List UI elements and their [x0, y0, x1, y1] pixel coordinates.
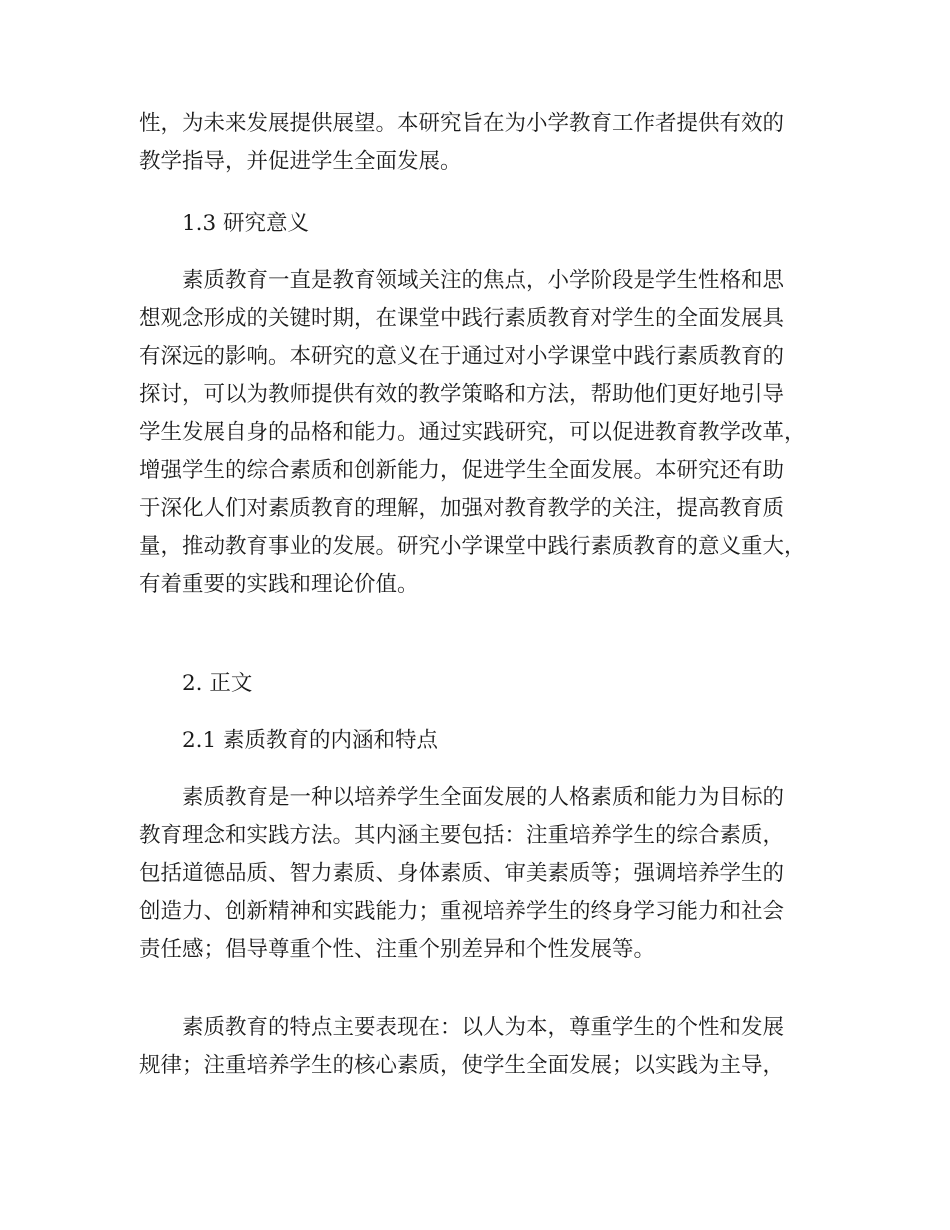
text-line: 责任感；倡导尊重个性、注重个别差异和个性发展等。 [139, 937, 656, 962]
text-line: 探讨，可以为教师提供有效的教学策略和方法，帮助他们更好地引导 [139, 382, 785, 407]
paragraph-connotation [139, 779, 829, 969]
text-line: 增强学生的综合素质和创新能力，促进学生全面发展。本研究还有助 [139, 458, 785, 483]
text-line: 规律；注重培养学生的核心素质，使学生全面发展；以实践为主导， [139, 1053, 785, 1078]
text-line: 教学指导，并促进学生全面发展。 [139, 149, 462, 174]
paragraph-research-significance [139, 262, 829, 604]
text-line: 有着重要的实践和理论价值。 [139, 572, 419, 597]
section-heading-1-3: 1.3 研究意义 [182, 211, 310, 236]
text-line: 有深远的影响。本研究的意义在于通过对小学课堂中践行素质教育的 [139, 344, 785, 369]
text-line: 教育理念和实践方法。其内涵主要包括：注重培养学生的综合素质， [139, 823, 785, 848]
paragraph-characteristics [139, 1009, 829, 1085]
text-line: 素质教育的特点主要表现在：以人为本，尊重学生的个性和发展 [182, 1015, 785, 1040]
section-heading-2-1: 2.1 素质教育的内涵和特点 [182, 728, 439, 753]
text-line: 创造力、创新精神和实践能力；重视培养学生的终身学习能力和社会 [139, 899, 785, 924]
text-line: 素质教育一直是教育领域关注的焦点，小学阶段是学生性格和思 [182, 268, 785, 293]
paragraph-continuation [139, 105, 829, 181]
text-line: 素质教育是一种以培养学生全面发展的人格素质和能力为目标的 [182, 785, 785, 810]
text-line: 学生发展自身的品格和能力。通过实践研究，可以促进教育教学改革， [139, 420, 806, 445]
text-line: 性，为未来发展提供展望。本研究旨在为小学教育工作者提供有效的 [139, 111, 785, 136]
text-line: 包括道德品质、智力素质、身体素质、审美素质等；强调培养学生的 [139, 861, 785, 886]
text-line: 于深化人们对素质教育的理解，加强对教育教学的关注，提高教育质 [139, 496, 785, 521]
section-heading-2: 2. 正文 [182, 671, 253, 696]
text-line: 量，推动教育事业的发展。研究小学课堂中践行素质教育的意义重大， [139, 534, 806, 559]
text-line: 想观念形成的关键时期，在课堂中践行素质教育对学生的全面发展具 [139, 306, 785, 331]
